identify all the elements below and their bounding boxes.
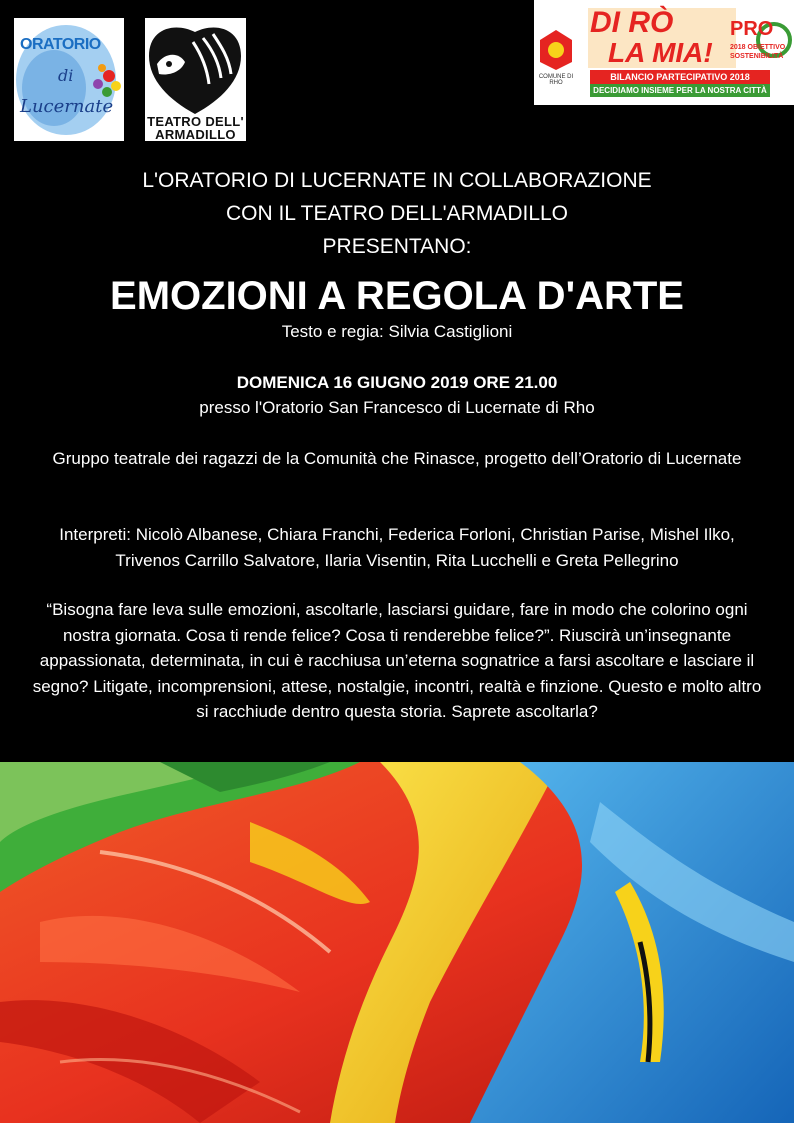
dirola-title-line1: DI RÒ	[590, 6, 674, 39]
dirola-title-line2: LA MIA!	[608, 37, 713, 68]
event-date: DOMENICA 16 GIUGNO 2019 ORE 21.00	[236, 373, 558, 392]
event-title: EMOZIONI A REGOLA D'ARTE	[110, 274, 684, 318]
credit-line: Testo e regia: Silvia Castiglioni	[281, 322, 513, 341]
teatro-armadillo-logo	[145, 18, 246, 141]
intro-line3: PRESENTANO:	[322, 235, 472, 258]
event-venue: presso l'Oratorio San Francesco di Lucernate di Rho	[199, 398, 595, 417]
intro-line2: CON IL TEATRO DELL'ARMADILLO	[225, 202, 569, 225]
pro-sub1: 2018 OBIETTIVO	[730, 44, 786, 51]
cast-paragraph: Interpreti: Nicolò Albanese, Chiara Franchi, Federica Forloni, Christian Parise, Mishel Ilko, Trivenos Carrillo Salvatore, Ilaria Visentin, Rita Lucchelli e Greta Pellegrino	[59, 525, 735, 570]
oratorio-logo-line1: ORATORIO	[20, 36, 101, 53]
teatro-logo-line1: TEATRO DELL'	[147, 114, 244, 129]
teatro-logo-line2: ARMADILLO	[155, 127, 236, 141]
pro-label: PRO	[730, 18, 774, 40]
oratorio-logo-line3: Lucernate	[20, 96, 114, 117]
di-ro-la-mia-logo	[534, 0, 794, 105]
intro-block	[0, 164, 794, 263]
group-paragraph: Gruppo teatrale dei ragazzi de la Comunità che Rinasce, progetto dell’Oratorio di Lucernate	[52, 449, 742, 468]
dirola-strip1: BILANCIO PARTECIPATIVO 2018	[610, 72, 750, 82]
pro-sub2: SOSTENIBILITÀ	[730, 53, 784, 60]
dirola-strip2: DECIDIAMO INSIEME PER LA NOSTRA CITTÀ	[593, 86, 767, 95]
synopsis-paragraph: “Bisogna fare leva sulle emozioni, ascoltarle, lasciarsi guidare, fare in modo che colorino ogni nostra giornata. Cosa ti rende felice? Cosa ti renderebbe felice?”. Riuscirà un’insegnante appassionata, determinata, in cui è racchiusa un’eterna sognatrice a farsi ascoltare e lasciare il segno? Litigate, incomprensioni, attese, nostalgie, incontri, realtà e finzione. Questo e molto altro si racchiude dentro questa storia. Saprete ascoltarla?	[32, 600, 762, 721]
oratorio-logo-line2: di	[58, 66, 74, 85]
intro-line1: L'ORATORIO DI LUCERNATE IN COLLABORAZIONE	[142, 169, 652, 192]
oratorio-logo	[14, 18, 124, 141]
comune-di-rho-label: COMUNE DI RHO	[538, 74, 574, 86]
paint-strokes-image	[0, 762, 794, 1123]
